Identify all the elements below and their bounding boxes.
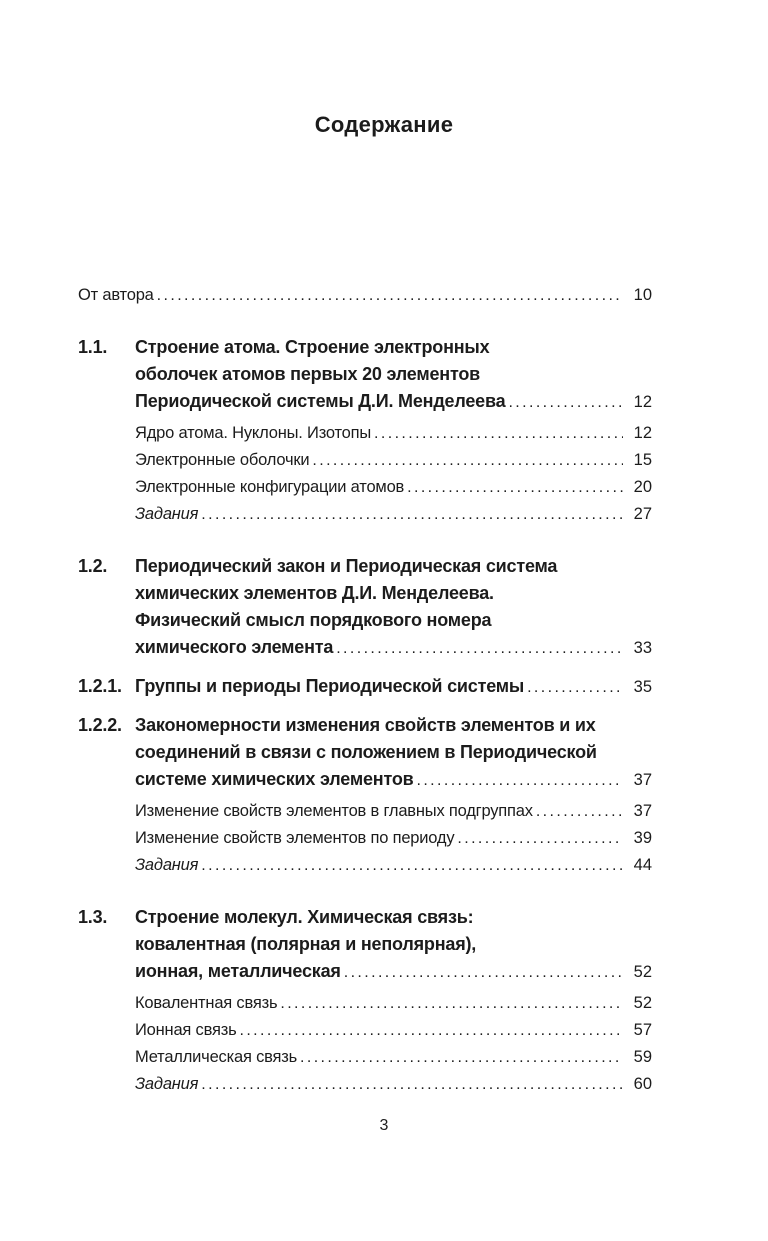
entry-text: ионная, металлическая bbox=[135, 961, 341, 981]
entry-indent bbox=[78, 1044, 135, 1071]
entry-line bbox=[135, 1071, 652, 1098]
entry-text: Ионная связь bbox=[135, 1021, 237, 1039]
entry-text: Ядро атома. Нуклоны. Изотопы bbox=[135, 424, 372, 442]
toc-list bbox=[78, 282, 652, 1098]
entry-page-number: 52 bbox=[633, 994, 652, 1012]
entry-number: 1.1. bbox=[78, 337, 108, 357]
entry-page-number: 57 bbox=[633, 1021, 652, 1039]
entry-indent bbox=[78, 798, 135, 825]
toc-entry bbox=[78, 712, 652, 794]
entry-page-number: 20 bbox=[633, 478, 652, 496]
entry-line bbox=[78, 282, 652, 309]
dot-leader bbox=[416, 767, 623, 794]
entry-body bbox=[78, 282, 652, 309]
dot-leader bbox=[239, 1017, 623, 1044]
dot-leader bbox=[344, 959, 623, 986]
entry-line: Физический смысл порядкового номера bbox=[135, 610, 492, 630]
entry-line: оболочек атомов первых 20 элементов bbox=[135, 364, 481, 384]
entry-line bbox=[135, 825, 652, 852]
toc-entry bbox=[78, 501, 652, 528]
entry-page-number: 60 bbox=[633, 1075, 652, 1093]
entry-text: Задания bbox=[135, 856, 199, 874]
dot-leader bbox=[201, 852, 623, 879]
toc-entry bbox=[78, 334, 652, 416]
entry-text: Группы и периоды Периодической системы bbox=[135, 676, 525, 696]
entry-body bbox=[135, 852, 652, 879]
toc-entry bbox=[78, 798, 652, 825]
dot-leader bbox=[300, 1044, 623, 1071]
entry-body bbox=[135, 1071, 652, 1098]
entry-number: 1.2.2. bbox=[78, 715, 122, 735]
entry-body bbox=[135, 553, 652, 662]
dot-leader bbox=[508, 389, 623, 416]
dot-leader bbox=[201, 1071, 623, 1098]
toc-entry bbox=[78, 852, 652, 879]
entry-text: Электронные оболочки bbox=[135, 451, 310, 469]
entry-page-number: 52 bbox=[633, 963, 652, 981]
entry-text: От автора bbox=[78, 286, 154, 304]
entry-text: Металлическая связь bbox=[135, 1048, 298, 1066]
toc-entry bbox=[78, 474, 652, 501]
toc-entry bbox=[78, 825, 652, 852]
entry-body bbox=[135, 334, 652, 416]
entry-page-number: 37 bbox=[633, 771, 652, 789]
toc-entry bbox=[78, 673, 652, 701]
entry-line bbox=[135, 447, 652, 474]
entry-indent bbox=[78, 825, 135, 852]
entry-text: Периодической системы Д.И. Менделеева bbox=[135, 391, 506, 411]
entry-page-number: 35 bbox=[633, 678, 652, 696]
toc-entry bbox=[78, 904, 652, 986]
entry-line: Строение атома. Строение электронных bbox=[135, 337, 490, 357]
dot-leader bbox=[407, 474, 623, 501]
dot-leader bbox=[336, 635, 623, 662]
entry-line bbox=[135, 673, 652, 701]
entry-indent bbox=[78, 501, 135, 528]
dot-leader bbox=[457, 825, 623, 852]
entry-number: 1.3. bbox=[78, 907, 108, 927]
entry-text: системе химических элементов bbox=[135, 769, 414, 789]
toc-entry bbox=[78, 1044, 652, 1071]
entry-page-number: 39 bbox=[633, 829, 652, 847]
entry-line bbox=[135, 990, 652, 1017]
entry-page-number: 12 bbox=[633, 393, 652, 411]
toc-entry bbox=[78, 553, 652, 662]
entry-body bbox=[135, 474, 652, 501]
entry-page-number: 37 bbox=[633, 802, 652, 820]
page-title: Содержание bbox=[314, 112, 454, 137]
entry-line: соединений в связи с положением в Периодической bbox=[135, 742, 597, 762]
entry-line: ковалентная (полярная и неполярная), bbox=[135, 934, 477, 954]
dot-leader bbox=[374, 420, 623, 447]
footer-page-number: 3 bbox=[379, 1117, 389, 1134]
dot-leader bbox=[157, 282, 623, 309]
entry-indent bbox=[78, 852, 135, 879]
entry-text: Электронные конфигурации атомов bbox=[135, 478, 405, 496]
entry-indent bbox=[78, 990, 135, 1017]
entry-line bbox=[135, 852, 652, 879]
entry-body bbox=[135, 420, 652, 447]
entry-body bbox=[135, 798, 652, 825]
entry-line: Периодический закон и Периодическая система bbox=[135, 556, 558, 576]
entry-line bbox=[135, 766, 652, 794]
entry-body bbox=[135, 447, 652, 474]
entry-body bbox=[135, 1017, 652, 1044]
toc-entry bbox=[78, 282, 652, 309]
entry-indent bbox=[78, 1017, 135, 1044]
entry-indent bbox=[78, 447, 135, 474]
entry-line: химических элементов Д.И. Менделеева. bbox=[135, 583, 494, 603]
entry-page-number: 10 bbox=[633, 286, 652, 304]
entry-page-number: 15 bbox=[633, 451, 652, 469]
entry-body bbox=[135, 990, 652, 1017]
entry-text: Задания bbox=[135, 505, 199, 523]
entry-body bbox=[135, 712, 652, 794]
entry-body bbox=[135, 673, 652, 701]
entry-line bbox=[135, 958, 652, 986]
entry-page-number: 33 bbox=[633, 639, 652, 657]
entry-page-number: 44 bbox=[633, 856, 652, 874]
entry-line bbox=[135, 420, 652, 447]
dot-leader bbox=[201, 501, 623, 528]
entry-page-number: 59 bbox=[633, 1048, 652, 1066]
entry-page-number: 12 bbox=[633, 424, 652, 442]
entry-body bbox=[135, 904, 652, 986]
entry-body bbox=[135, 501, 652, 528]
dot-leader bbox=[312, 447, 623, 474]
entry-line bbox=[135, 1017, 652, 1044]
entry-line bbox=[135, 501, 652, 528]
entry-line: Закономерности изменения свойств элементов и их bbox=[135, 715, 596, 735]
entry-indent bbox=[78, 1071, 135, 1098]
dot-leader bbox=[280, 990, 623, 1017]
entry-text: Изменение свойств элементов по периоду bbox=[135, 829, 455, 847]
entry-text: химического элемента bbox=[135, 637, 334, 657]
toc-entry bbox=[78, 447, 652, 474]
entry-body bbox=[135, 825, 652, 852]
entry-line bbox=[135, 634, 652, 662]
entry-body bbox=[135, 1044, 652, 1071]
toc-entry bbox=[78, 1071, 652, 1098]
toc-entry bbox=[78, 1017, 652, 1044]
entry-page-number: 27 bbox=[633, 505, 652, 523]
entry-indent bbox=[78, 420, 135, 447]
entry-text: Изменение свойств элементов в главных подгруппах bbox=[135, 802, 533, 820]
entry-line bbox=[135, 1044, 652, 1071]
dot-leader bbox=[527, 674, 623, 701]
entry-number: 1.2. bbox=[78, 556, 108, 576]
toc-entry bbox=[78, 420, 652, 447]
dot-leader bbox=[536, 798, 623, 825]
entry-line bbox=[135, 388, 652, 416]
entry-text: Задания bbox=[135, 1075, 199, 1093]
entry-line: Строение молекул. Химическая связь: bbox=[135, 907, 474, 927]
entry-number: 1.2.1. bbox=[78, 676, 122, 696]
entry-text: Ковалентная связь bbox=[135, 994, 278, 1012]
entry-line bbox=[135, 474, 652, 501]
entry-indent bbox=[78, 474, 135, 501]
toc-entry bbox=[78, 990, 652, 1017]
entry-line bbox=[135, 798, 652, 825]
